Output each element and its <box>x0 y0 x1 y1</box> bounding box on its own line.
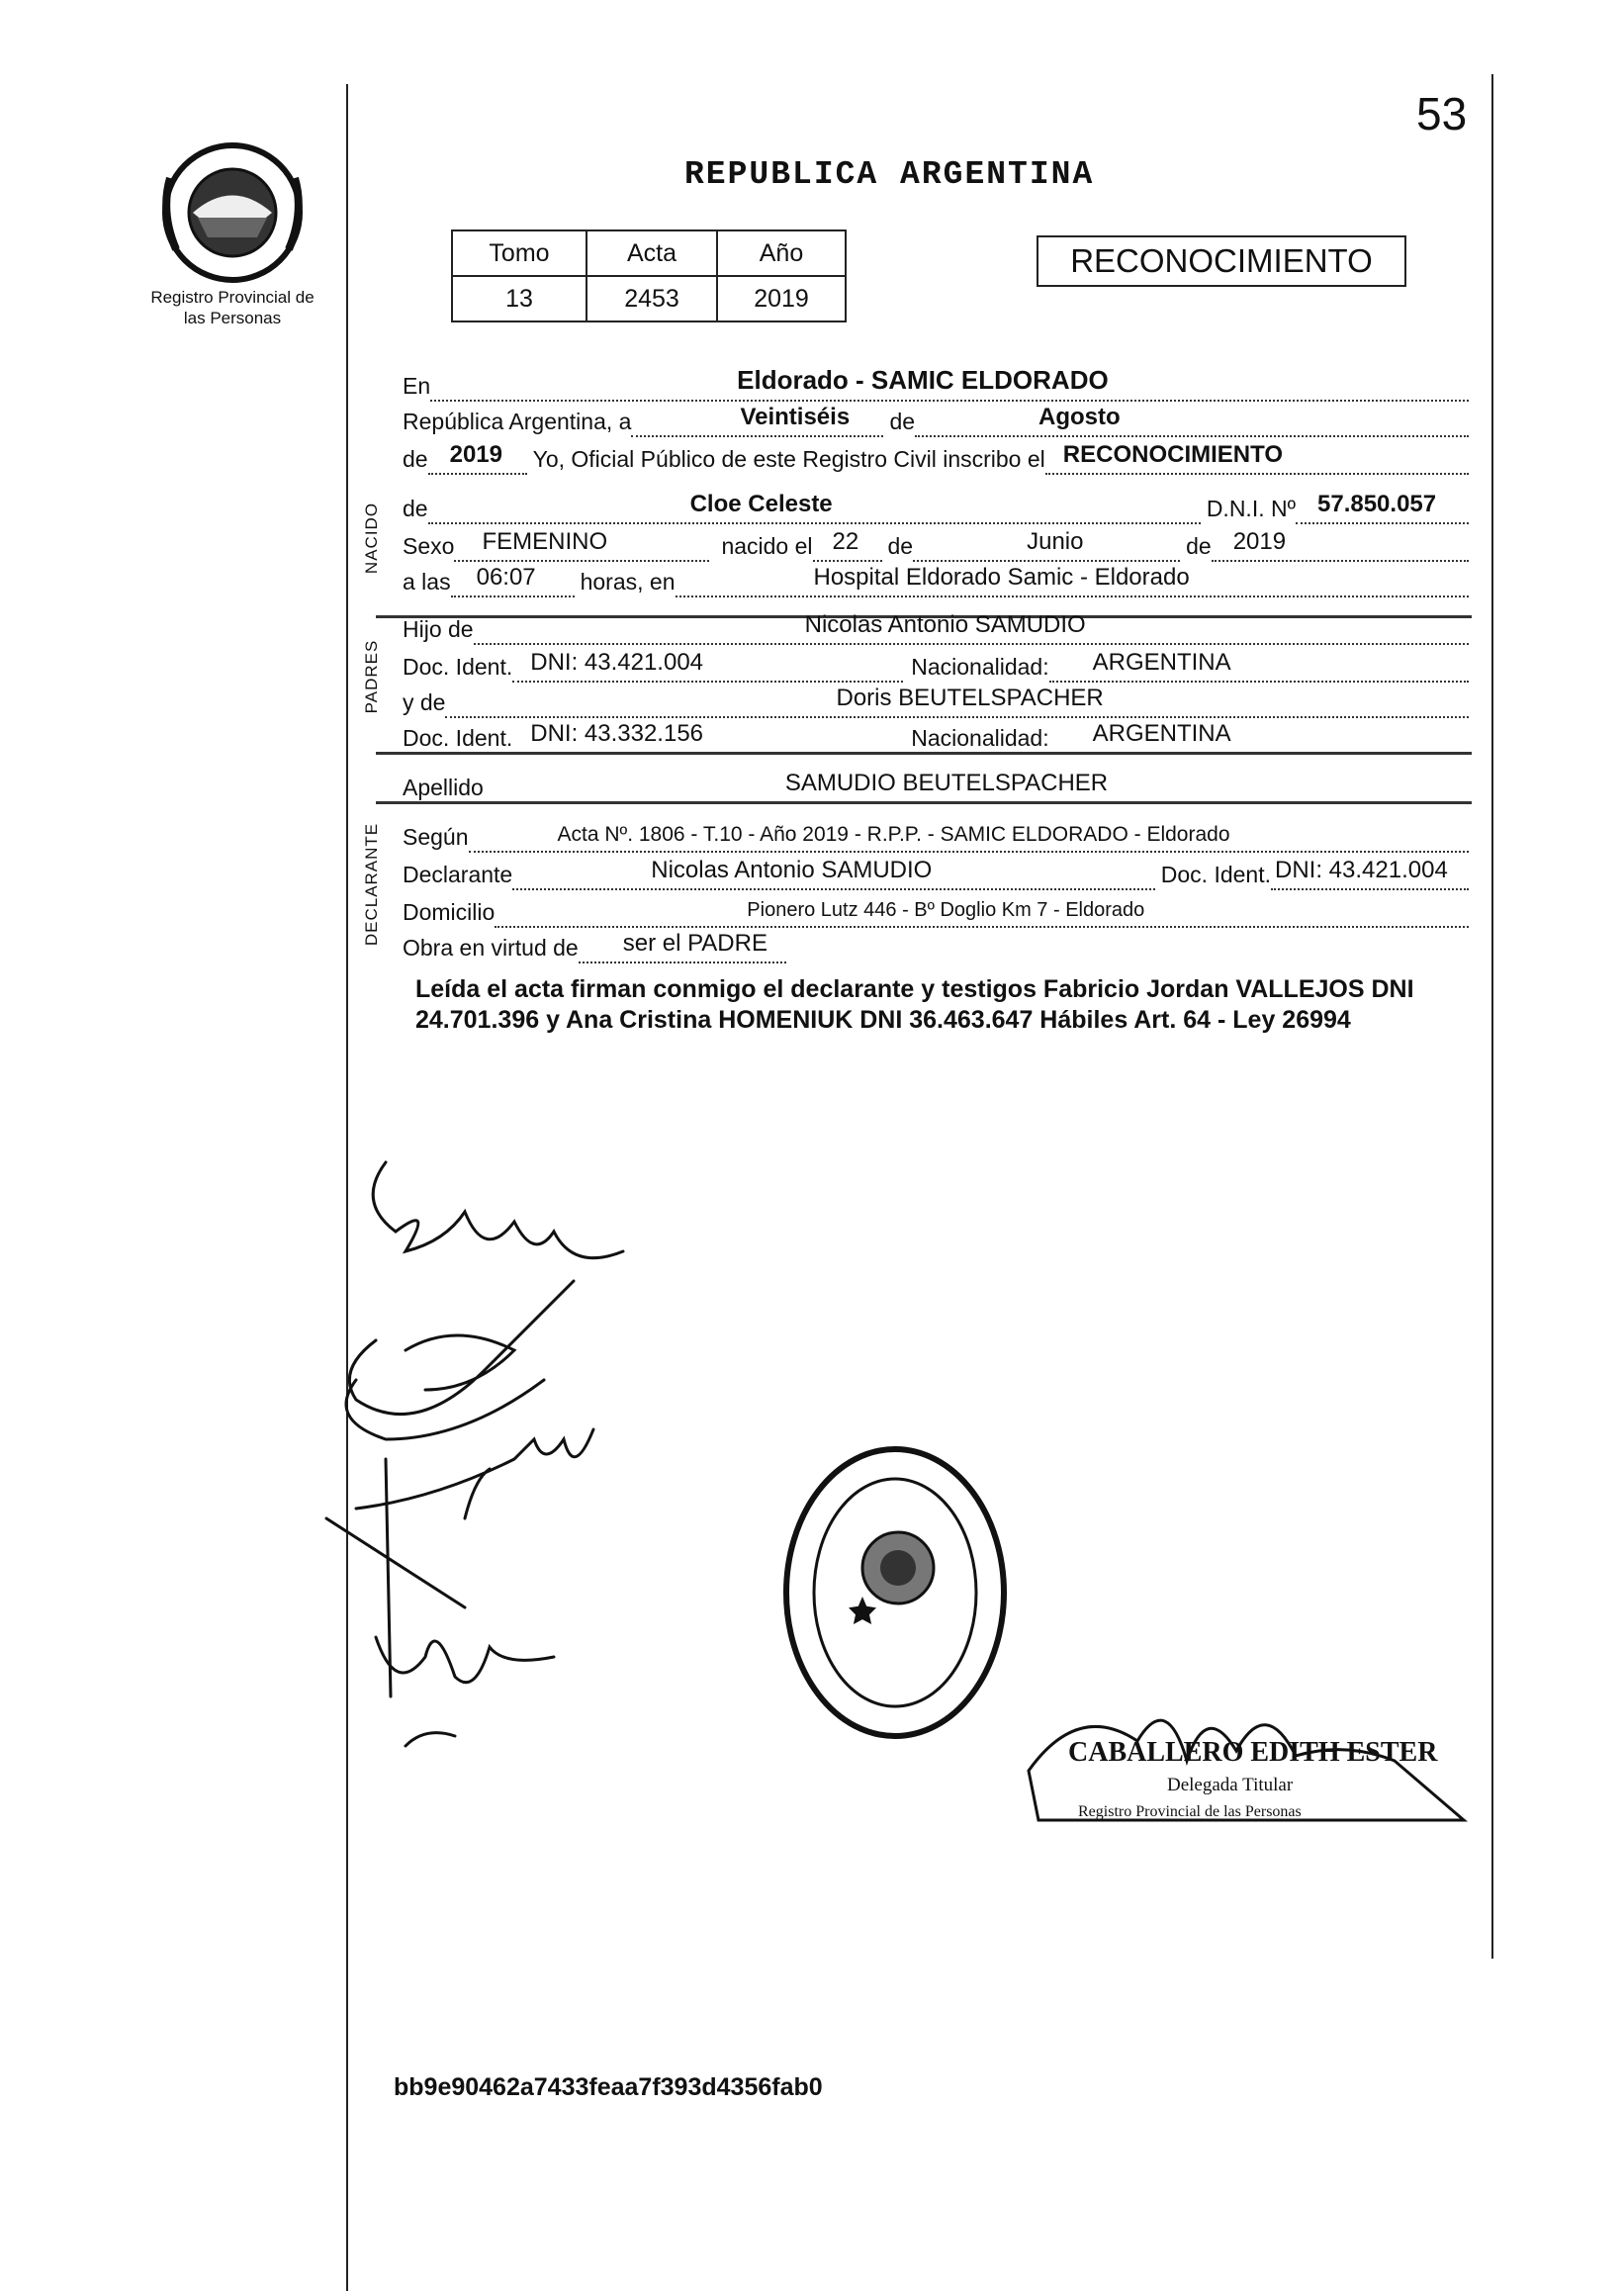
label-sexo: Sexo <box>403 533 455 559</box>
lugar-value: Eldorado - SAMIC ELDORADO <box>737 365 1109 395</box>
official-office: Registro Provincial de las Personas <box>1078 1803 1302 1820</box>
row-hora <box>403 564 1469 597</box>
label-de-anio: de <box>1186 533 1212 559</box>
label-yo: Yo, Oficial Público de este Registro Civil inscribo el <box>532 446 1045 472</box>
closing-statement: Leída el acta firman conmigo el declarante y testigos Fabricio Jordan VALLEJOS DNI 24.701.396 y Ana Cristina HOMENIUK DNI 36.463.647 Hábiles Art. 64 - Ley 26994 <box>415 975 1414 1034</box>
label-republica: República Argentina, a <box>403 409 632 434</box>
label-nac-padre: Nacionalidad: <box>911 654 1049 680</box>
label-de-nombre: de <box>403 496 428 521</box>
domicilio-value: Pionero Lutz 446 - Bº Doglio Km 7 - Eldorado <box>747 899 1145 921</box>
row-padre <box>403 611 1469 645</box>
document-title: REPUBLICA ARGENTINA <box>684 156 1095 193</box>
official-role: Delegada Titular <box>1167 1775 1294 1795</box>
label-horas: horas, en <box>580 569 676 595</box>
tomo-header: Tomo <box>452 230 586 276</box>
act-type-box: RECONOCIMIENTO <box>1037 235 1406 287</box>
row-domicilio <box>403 894 1469 928</box>
row-segun <box>403 819 1469 853</box>
official-seal <box>771 1434 1019 1751</box>
madre-doc-value: DNI: 43.332.156 <box>530 720 704 747</box>
label-doc-padre: Doc. Ident. <box>403 654 513 680</box>
row-madre-doc <box>403 720 1469 754</box>
row-padre-doc <box>403 649 1469 683</box>
document-hash: bb9e90462a7433feaa7f393d4356fab0 <box>394 2073 823 2101</box>
label-nac-madre: Nacionalidad: <box>911 725 1049 751</box>
label-domicilio: Domicilio <box>403 899 496 925</box>
obra-value: ser el PADRE <box>622 930 767 957</box>
label-de: de <box>889 409 916 434</box>
hora-value: 06:07 <box>476 564 536 591</box>
dni-value: 57.850.057 <box>1317 491 1437 517</box>
madre-value: Doris BEUTELSPACHER <box>836 685 1104 711</box>
apellido-value: SAMUDIO BEUTELSPACHER <box>784 770 1109 796</box>
acta-header: Acta <box>586 230 717 276</box>
acta-value: 2453 <box>586 276 717 321</box>
label-de-mes: de <box>887 533 914 559</box>
nombre-value: Cloe Celeste <box>689 491 833 517</box>
segun-value: Acta Nº. 1806 - T.10 - Año 2019 - R.P.P. - SAMIC ELDORADO - Eldorado <box>557 823 1230 846</box>
label-dni: D.N.I. Nº <box>1206 496 1296 521</box>
padre-nac-value: ARGENTINA <box>1092 649 1231 676</box>
row-nombre <box>403 491 1469 524</box>
section-nacido: NACIDO <box>362 502 381 575</box>
label-nacido: nacido el <box>721 533 813 559</box>
padre-value: Nicolas Antonio SAMUDIO <box>804 611 1086 638</box>
registry-caption: Registro Provincial de las Personas <box>150 288 315 327</box>
section-padres: PADRES <box>362 639 381 714</box>
label-y-de: y de <box>403 689 446 715</box>
official-name: CABALLERO EDITH ESTER <box>1068 1737 1438 1768</box>
label-apellido: Apellido <box>403 775 484 800</box>
declarante-doc-value: DNI: 43.421.004 <box>1275 857 1448 883</box>
tomo-value: 13 <box>452 276 586 321</box>
label-hijo: Hijo de <box>403 616 474 642</box>
nac-mes-value: Junio <box>1027 528 1084 555</box>
declarante-value: Nicolas Antonio SAMUDIO <box>651 857 933 883</box>
row-fecha <box>403 404 1469 437</box>
nac-anio-value: 2019 <box>1232 528 1287 555</box>
label-obra: Obra en virtud de <box>403 935 579 961</box>
label-segun: Según <box>403 824 469 850</box>
padre-doc-value: DNI: 43.421.004 <box>530 649 704 676</box>
nac-dia-value: 22 <box>832 528 859 555</box>
madre-nac-value: ARGENTINA <box>1092 720 1231 747</box>
label-en: En <box>403 373 431 399</box>
lugar-nac-value: Hospital Eldorado Samic - Eldorado <box>813 564 1190 591</box>
row-declarante <box>403 857 1469 890</box>
label-a-las: a las <box>403 569 451 595</box>
section-declarante: DECLARANTE <box>362 822 381 947</box>
label-doc-ident: Doc. Ident. <box>1160 862 1271 887</box>
row-apellido <box>403 770 1469 803</box>
mes-value: Agosto <box>1038 404 1121 430</box>
witness-signatures <box>316 1143 673 1786</box>
anio-value: 2019 <box>449 441 502 468</box>
acto-value: RECONOCIMIENTO <box>1062 441 1283 468</box>
right-margin-line <box>1491 74 1493 1959</box>
row-obra <box>403 930 1469 963</box>
anio-value: 2019 <box>717 276 846 321</box>
row-sexo <box>403 528 1469 562</box>
anio-header: Año <box>717 230 846 276</box>
label-declarante: Declarante <box>403 862 513 887</box>
province-logo <box>158 138 307 287</box>
official-signature <box>1019 1682 1474 1850</box>
label-doc-madre: Doc. Ident. <box>403 725 513 751</box>
label-de-2019: de <box>403 446 428 472</box>
row-lugar <box>403 365 1469 402</box>
page-number: 53 <box>1416 88 1468 139</box>
sexo-value: FEMENINO <box>482 528 608 555</box>
dia-value: Veintiséis <box>740 404 851 430</box>
tomo-acta-anio-table <box>451 229 847 322</box>
row-madre <box>403 685 1469 718</box>
row-inscripcion <box>403 441 1469 475</box>
